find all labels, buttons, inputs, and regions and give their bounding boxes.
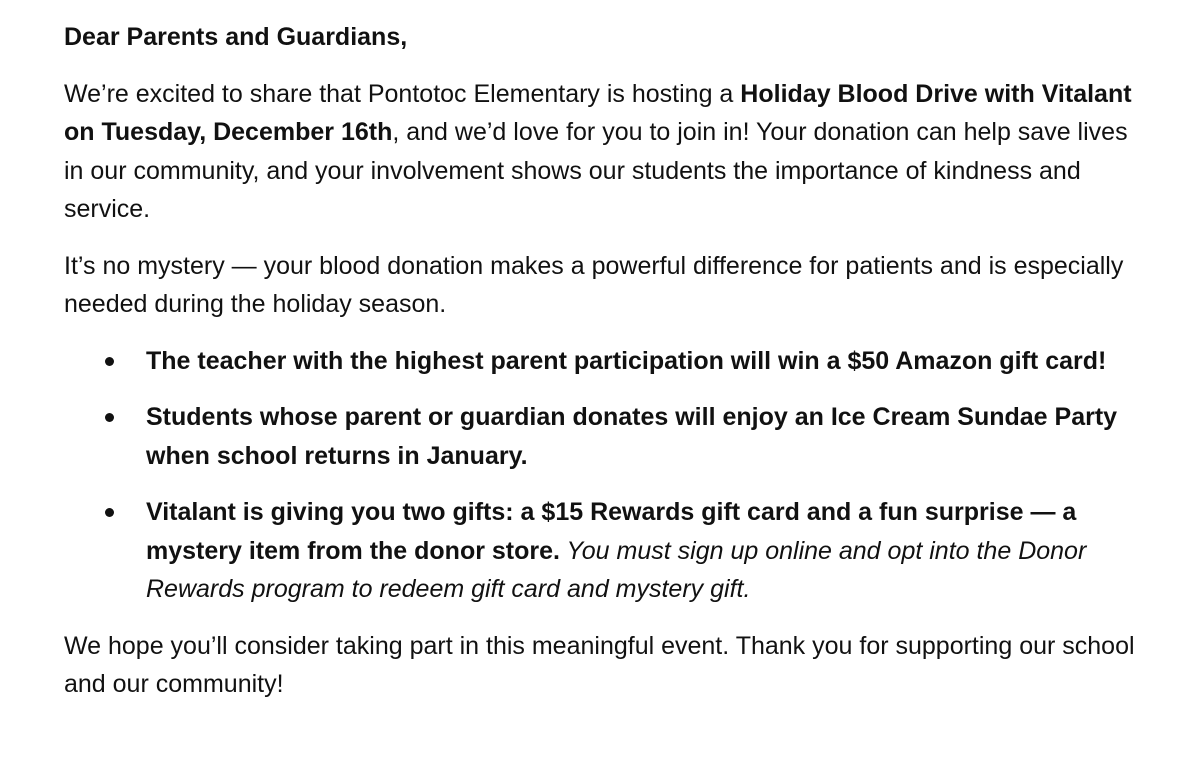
list-item	[64, 493, 1130, 609]
closing-paragraph: We hope you’ll consider taking part in this meaningful event. Thank you for supporting our school and our community!	[64, 631, 1135, 698]
incentive-student-party: Students whose parent or guardian donates will enjoy an Ice Cream Sundae Party when school returns in January.	[146, 403, 1118, 470]
letter-document	[64, 18, 1144, 722]
incentive-teacher-prize: The teacher with the highest parent participation will win a $50 Amazon gift card!	[146, 346, 1107, 375]
event-highlight: Holiday Blood Drive with Vitalant on Tuesday, December 16th	[64, 79, 1132, 146]
bullet-icon	[105, 413, 114, 422]
intro-paragraph	[64, 75, 1144, 229]
intro-text-end: , and we’d love for you to join in! Your donation can help save lives in our community, and your involvement shows our students the importance of kindness and service.	[64, 118, 1128, 223]
mystery-paragraph: It’s no mystery — your blood donation makes a powerful difference for patients and is especially needed during the holiday season.	[64, 251, 1124, 318]
incentive-donor-gifts: Vitalant is giving you two gifts: a $15 Rewards gift card and a fun surprise — a mystery item from the donor store.	[146, 498, 1077, 565]
intro-text-start: We’re excited to share that Pontotoc Elementary is hosting a	[64, 79, 741, 108]
donor-rewards-note: You must sign up online and opt into the Donor Rewards program to redeem gift card and mystery gift.	[146, 536, 1087, 603]
bullet-icon	[105, 357, 114, 366]
bullet-icon	[105, 508, 114, 517]
list-item	[64, 342, 1130, 381]
greeting: Dear Parents and Guardians,	[64, 23, 408, 51]
list-item	[64, 398, 1130, 475]
incentives-list	[64, 342, 1144, 609]
